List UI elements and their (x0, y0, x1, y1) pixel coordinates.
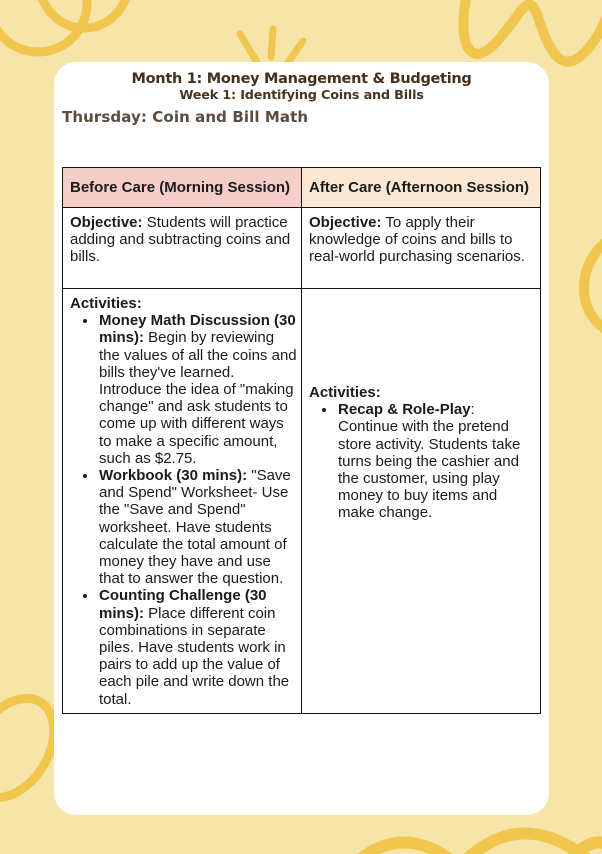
activity-item (98, 587, 297, 707)
objective-row (63, 208, 541, 289)
activity-item (98, 312, 297, 467)
page-title: Month 1: Money Management & Budgeting (131, 71, 472, 87)
after-care-activity-list (309, 401, 536, 521)
activity-title: Money Math Discussion (30 mins): (99, 312, 296, 347)
activity-title: Counting Challenge (30 mins): (99, 587, 267, 622)
week-subtitle: Week 1: Identifying Coins and Bills (179, 88, 424, 103)
column-header-after-care: After Care (Afternoon Session) (302, 168, 541, 208)
doodle-scallop-1 (350, 842, 458, 854)
activities-row (63, 289, 541, 714)
activity-desc: Begin by reviewing the values of all the coins and bills they've learned. Introduce the idea of "making change" and ask students to come up with different ways to make a specific amount, such as $2.75. (99, 329, 297, 467)
objective-label: Objective: (70, 214, 143, 231)
before-care-objective-cell (63, 208, 302, 289)
activity-item (337, 401, 536, 521)
after-care-objective-cell (302, 208, 541, 289)
activities-label: Activities: (70, 295, 142, 312)
lesson-card (54, 62, 549, 815)
objective-label: Objective: (309, 214, 382, 231)
before-care-activities-cell (63, 289, 302, 714)
before-care-activity-list (70, 312, 297, 708)
activity-desc: "Save and Spend" Worksheet- Use the "Save and Spend" worksheet. Have students calculate the total amount of money they have and use that to answer the question. (99, 467, 291, 588)
doodle-curl-right-edge (584, 238, 602, 332)
doodle-ray-1 (240, 34, 257, 62)
after-care-activities-content (309, 295, 536, 522)
activity-desc: : Continue with the pretend store activity. Students take turns being the cashier and the customer, using play money to buy items and make change. (338, 401, 521, 522)
doodle-ray-2 (271, 29, 273, 57)
doodle-ray-3 (287, 41, 303, 64)
activity-title: Workbook (30 mins): (99, 467, 248, 485)
activity-item (98, 467, 297, 587)
activity-title: Recap & Role-Play (338, 401, 471, 419)
objective-text: To apply their knowledge of coins and bills to real-world purchasing scenarios. (309, 214, 525, 266)
schedule-table (62, 167, 541, 714)
day-title: Thursday: Coin and Bill Math (62, 108, 309, 126)
table-header-row (63, 168, 541, 208)
doodle-squiggle-top-right (463, 0, 602, 62)
after-care-activities-cell (302, 289, 541, 714)
column-header-before-care: Before Care (Morning Session) (63, 168, 302, 208)
activities-label: Activities: (309, 384, 381, 401)
activity-desc: Place different coin combinations in separate piles. Have students work in pairs to add up the value of each pile and write down the total. (99, 604, 290, 708)
objective-text: Students will practice adding and subtracting coins and bills. (70, 214, 291, 266)
